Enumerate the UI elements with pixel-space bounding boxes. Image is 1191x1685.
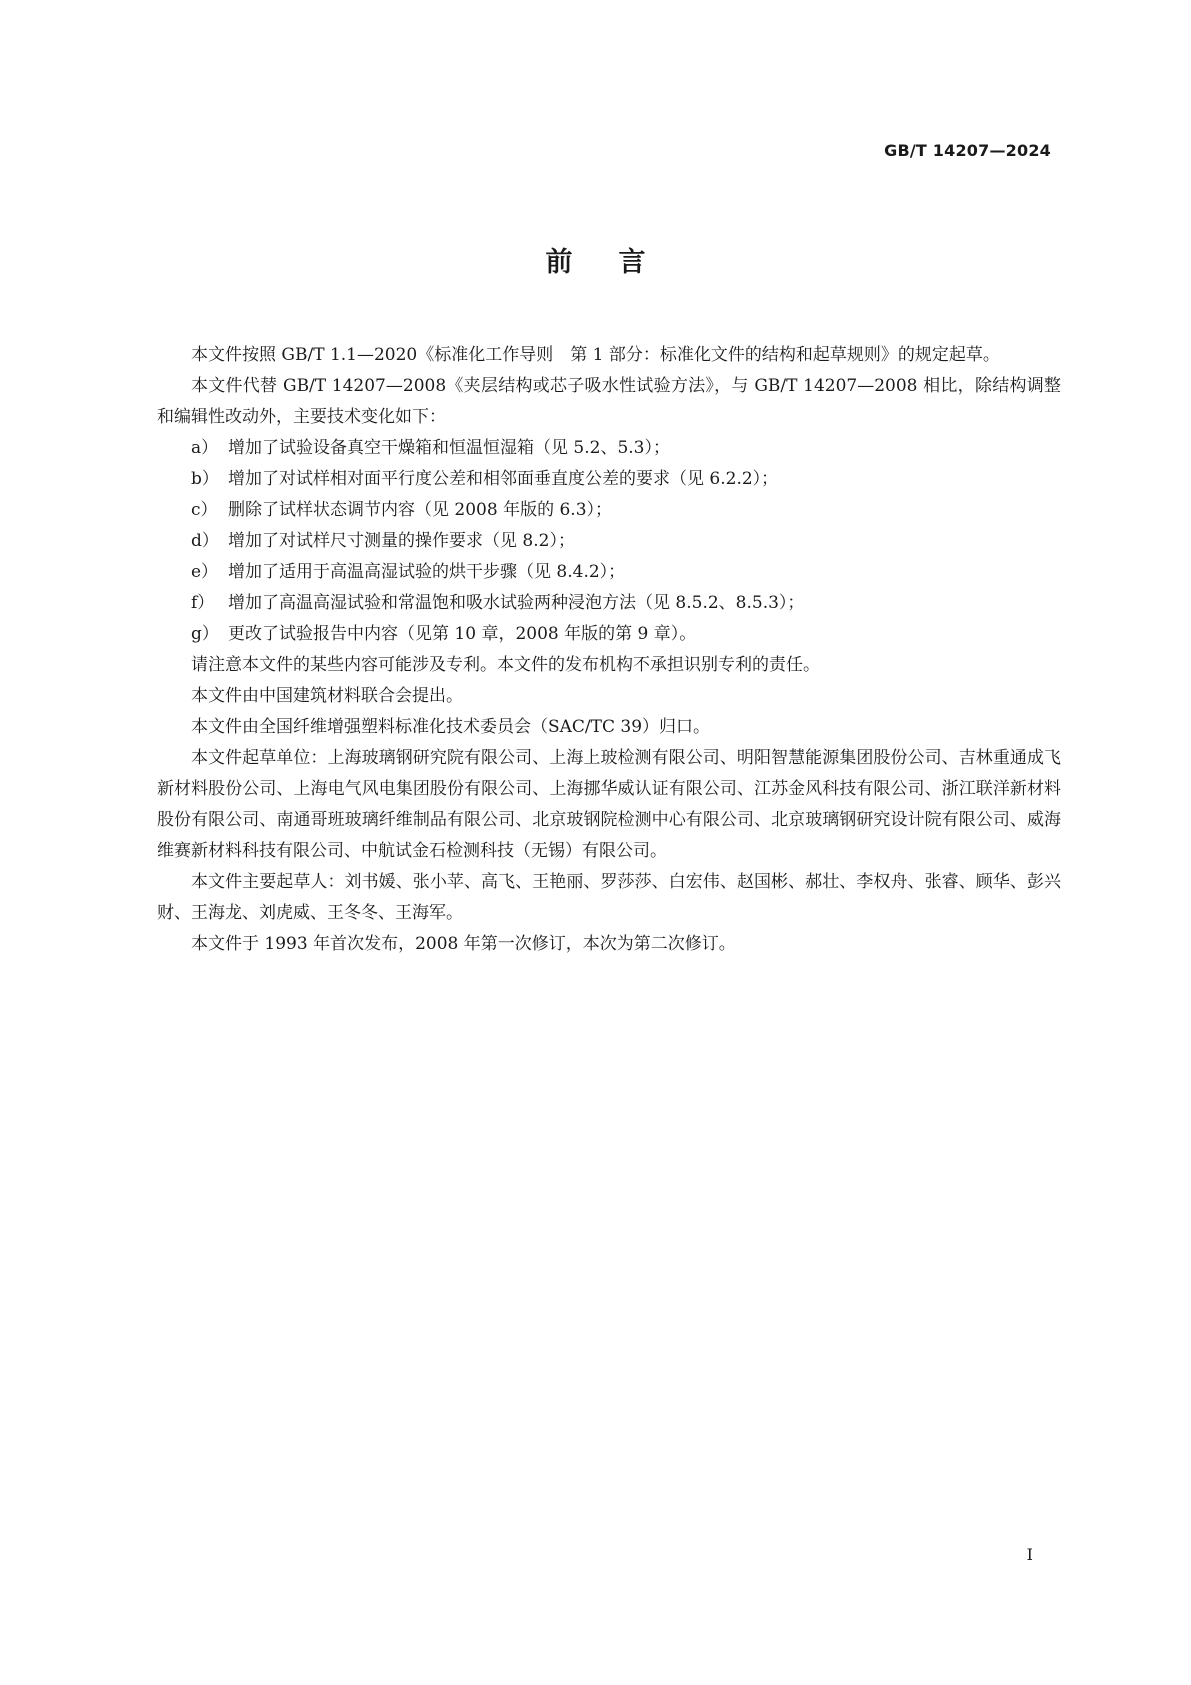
paragraph-drafting-units: 本文件起草单位：上海玻璃钢研究院有限公司、上海上玻检测有限公司、明阳智慧能源集团股份公司、吉林重通成飞新材料股份公司、上海电气风电集团股份有限公司、上海挪华威认证有限公司、江苏金风科技有限公司、浙江联洋新材料股份有限公司、南通哥班玻璃纤维制品有限公司、北京玻钢院检测中心有限公司、北京玻璃钢研究设计院有限公司、威海维赛新材料科技有限公司、中航试金石检测科技（无锡）有限公司。	[157, 748, 1061, 861]
technical-changes-list	[157, 433, 1061, 650]
list-marker: c）	[191, 500, 218, 520]
paragraph-drafters: 本文件主要起草人：刘书媛、张小苹、高飞、王艳丽、罗莎莎、白宏伟、赵国彬、郝壮、李权舟、张睿、顾华、彭兴财、王海龙、刘虎威、王冬冬、王海军。	[157, 872, 1061, 923]
foreword-body	[157, 340, 1061, 960]
paragraph-replacement-note: 本文件代替 GB/T 14207—2008《夹层结构或芯子吸水性试验方法》，与 GB/T 14207—2008 相比，除结构调整和编辑性改动外，主要技术变化如下：	[157, 376, 1061, 427]
list-item	[157, 433, 1061, 464]
list-marker: e）	[191, 562, 219, 582]
list-item-text: 更改了试验报告中内容（见第 10 章，2008 年版的第 9 章）。	[228, 624, 697, 644]
paragraph-proposer: 本文件由中国建筑材料联合会提出。	[191, 686, 463, 706]
paragraph-administrator: 本文件由全国纤维增强塑料标准化技术委员会（SAC/TC 39）归口。	[191, 717, 711, 737]
list-item	[157, 619, 1061, 650]
page-number: Ⅰ	[1026, 1545, 1033, 1564]
list-item	[157, 495, 1061, 526]
list-item-text: 删除了试样状态调节内容（见 2008 年版的 6.3）；	[228, 500, 613, 520]
list-item-text: 增加了试验设备真空干燥箱和恒温恒湿箱（见 5.2、5.3）；	[228, 438, 670, 458]
list-marker: b）	[191, 469, 219, 489]
list-marker: a）	[191, 438, 219, 458]
list-marker: f）	[191, 593, 215, 613]
list-item	[157, 557, 1061, 588]
list-marker: g）	[191, 624, 219, 644]
paragraph-patent-notice: 请注意本文件的某些内容可能涉及专利。本文件的发布机构不承担识别专利的责任。	[191, 655, 820, 675]
list-item-text: 增加了对试样相对面平行度公差和相邻面垂直度公差的要求（见 6.2.2）；	[228, 469, 779, 489]
document-code: GB/T 14207—2024	[884, 141, 1051, 160]
list-item	[157, 526, 1061, 557]
paragraph-drafting-rules: 本文件按照 GB/T 1.1—2020《标准化工作导则 第 1 部分：标准化文件的结构和起草规则》的规定起草。	[191, 345, 1000, 365]
list-marker: d）	[191, 531, 219, 551]
page-title: 前言	[545, 247, 692, 278]
list-item	[157, 464, 1061, 495]
list-item-text: 增加了高温高湿试验和常温饱和吸水试验两种浸泡方法（见 8.5.2、8.5.3）；	[228, 593, 805, 613]
list-item-text: 增加了对试样尺寸测量的操作要求（见 8.2）；	[228, 531, 575, 551]
list-item	[157, 588, 1061, 619]
list-item-text: 增加了适用于高温高湿试验的烘干步骤（见 8.4.2）；	[228, 562, 626, 582]
paragraph-publication-history: 本文件于 1993 年首次发布，2008 年第一次修订，本次为第二次修订。	[191, 934, 736, 954]
